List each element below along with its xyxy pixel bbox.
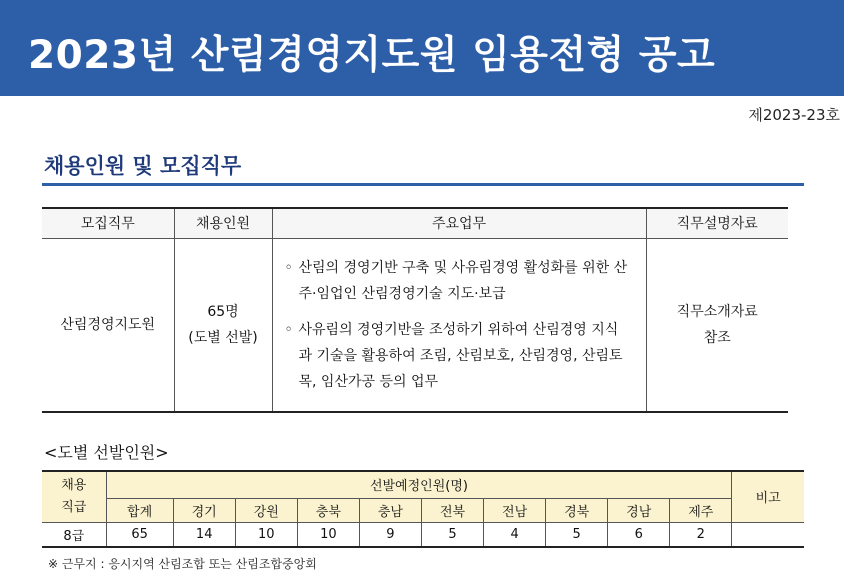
- header-duties: 주요업무: [272, 208, 646, 238]
- header-material: 직무설명자료: [646, 208, 788, 238]
- duties-cell: [272, 238, 646, 412]
- region-header: 경기: [173, 498, 235, 522]
- duty-item: [285, 317, 632, 395]
- count-cell: 14: [173, 522, 235, 547]
- region-header: 경남: [608, 498, 670, 522]
- region-header: 경북: [546, 498, 608, 522]
- selection-table: [42, 470, 804, 548]
- grade-header-line: 직급: [61, 499, 87, 515]
- material-line: 직무소개자료: [676, 303, 758, 320]
- region-header: 제주: [670, 498, 732, 522]
- material-line: 참조: [703, 329, 731, 346]
- hire-count-cell: [174, 238, 272, 412]
- region-header: 충남: [359, 498, 421, 522]
- count-cell: 10: [297, 522, 359, 547]
- grade-cell: 8급: [42, 522, 106, 547]
- remarks-header: 비고: [732, 471, 804, 522]
- count-cell: 9: [359, 522, 421, 547]
- remarks-cell: [732, 522, 804, 547]
- count-cell: 5: [421, 522, 483, 547]
- region-header: 합계: [106, 498, 173, 522]
- section-divider: [42, 183, 804, 186]
- notice-number: 제2023-23호: [748, 106, 840, 124]
- grade-header-line: 채용: [61, 477, 87, 493]
- region-header-row: [42, 498, 804, 522]
- region-header: 전북: [421, 498, 483, 522]
- count-cell: 6: [608, 522, 670, 547]
- count-cell: 5: [546, 522, 608, 547]
- footnote: ※ 근무지 : 응시지역 산림조합 또는 산림조합중앙회: [48, 557, 317, 571]
- job-table: [42, 207, 788, 413]
- title-banner: [0, 0, 844, 96]
- section-title: 채용인원 및 모집직무: [44, 154, 242, 178]
- count-cell: 2: [670, 522, 732, 547]
- region-header: 충북: [297, 498, 359, 522]
- hire-count-note: (도별 선발): [188, 329, 258, 346]
- count-cell: 10: [235, 522, 297, 547]
- job-name: 산림경영지도원: [42, 238, 174, 412]
- job-table-header-row: [42, 208, 788, 238]
- selection-header-row: [42, 471, 804, 498]
- region-header: 강원: [235, 498, 297, 522]
- header-job: 모집직무: [42, 208, 174, 238]
- bullet-icon: ◦: [284, 321, 293, 338]
- table-row: [42, 238, 788, 412]
- material-cell: [646, 238, 788, 412]
- duty-text: 산림의 경영기반 구축 및 사유림경영 활성화를 위한 산주·임업인 산림경영기술 지도·보급: [298, 259, 628, 302]
- count-cell: 4: [484, 522, 546, 547]
- group-header: 선발예정인원(명): [106, 471, 732, 498]
- region-header: 전남: [484, 498, 546, 522]
- table-row: [42, 522, 804, 547]
- selection-title: <도별 선발인원>: [44, 443, 169, 462]
- hire-count: 65명: [207, 303, 239, 320]
- header-count: 채용인원: [174, 208, 272, 238]
- page-title: 2023년 산림경영지도원 임용전형 공고: [28, 33, 716, 78]
- count-cell: 65: [106, 522, 173, 547]
- duty-item: [285, 255, 632, 307]
- duty-text: 사유림의 경영기반을 조성하기 위하여 산림경영 지식과 기술을 활용하여 조림, 산림보호, 산림경영, 산림토목, 임산가공 등의 업무: [298, 321, 623, 390]
- grade-header: [42, 471, 106, 522]
- bullet-icon: ◦: [284, 259, 293, 276]
